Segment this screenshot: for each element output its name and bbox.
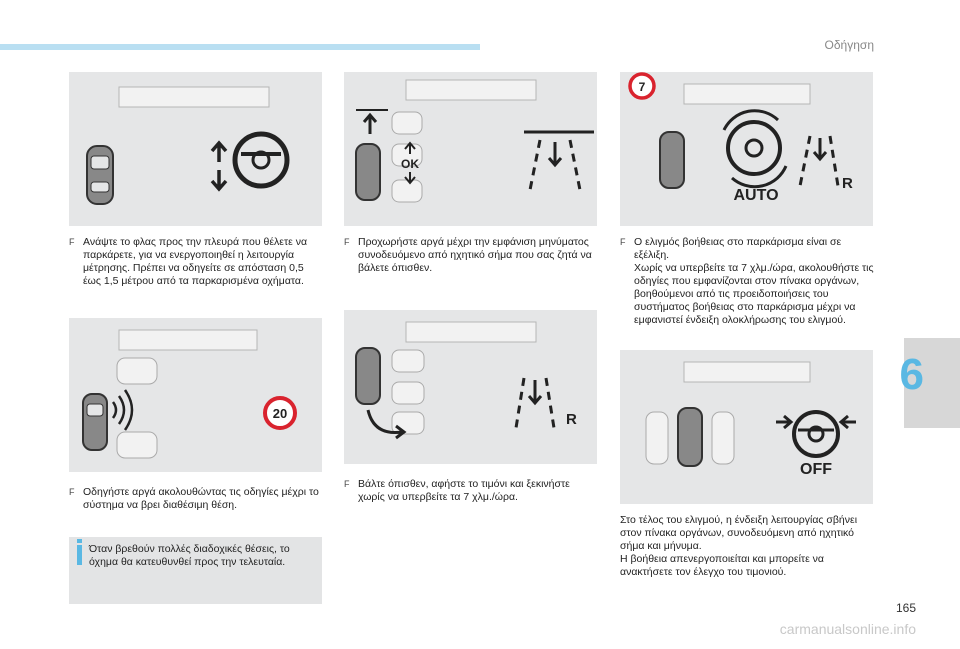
car-icon [660,132,684,188]
up-down-arrow-icon [212,143,226,189]
caption-text: Οδηγήστε αργά ακολουθώντας τις οδηγίες μέχρι το σύστημα να βρει διαθέσιμη θέση. [83,486,319,511]
car-icon [87,146,113,204]
gear-indicator: R [566,411,577,428]
ok-label: OK [401,157,419,171]
speed-limit-icon [265,398,295,428]
right-arrow-icon [776,416,791,428]
chapter-number: 6 [899,350,924,399]
info-icon-dot [77,539,82,543]
page-number: 165 [895,601,916,615]
illustration-off [620,350,873,504]
bullet-icon: F [69,237,75,247]
sensor-waves-icon [113,390,132,430]
illustration-reverse [344,310,597,464]
left-arrow-icon [841,416,856,428]
caption-text: Ο ελιγμός βοήθειας στο παρκάρισμα είναι σε εξέλιξη. Χωρίς να υπερβείτε τα 7 χλμ./ώρα, ακολουθήστε τις οδηγίες που εμφανίζονται στον πίνακα οργάνων, βοηθούμενοι από τις προειδοποιήσεις του συστήματος βοήθειας στο παρκάρισμα μέχρι να εμφανιστεί ένδειξη ολοκλήρωσης του ελιγμού. [634,236,874,326]
bullet-icon: F [69,487,75,497]
caption-reverse [344,478,597,504]
car-icon [356,144,380,200]
illustration-search [69,318,322,472]
gear-indicator: R [842,175,853,192]
bullet-icon: F [344,479,350,489]
caption-signal [69,236,322,288]
caption-text: Βάλτε όπισθεν, αφήστε το τιμόνι και ξεκινήστε χωρίς να υπερβείτε τα 7 χλμ./ώρα. [358,478,570,503]
parked-car-icon [392,350,424,434]
illustration-ok [344,72,597,226]
car-icon [83,394,107,450]
caption-ok [344,236,597,275]
info-note [69,537,322,604]
caption-off: Στο τέλος του ελιγμού, η ένδειξη λειτουργίας σβήνει στον πίνακα οργάνων, συνοδευόμενη από ηχητικό σήμα και μήνυμα. Η βοήθεια απενεργοποιείται και μπορείτε να ανακτήσετε τον έλεγχο του τιμονιού. [620,514,858,578]
illustration-signal [69,72,322,226]
car-icon [678,408,702,466]
section-title: Οδήγηση [824,38,874,52]
reverse-zone-icon [800,136,838,186]
reverse-zone-icon [516,378,554,428]
auto-label: AUTO [733,187,779,204]
up-arrow-icon [364,115,376,134]
watermark: carmanualsonline.info [779,621,916,637]
bullet-icon: F [344,237,350,247]
header-bar [0,44,480,50]
info-icon [77,545,82,565]
caption-text: Προχωρήστε αργά μέχρι την εμφάνιση μηνύματος συνοδευόμενο από ηχητικό σήμα που σας ζητά να βάλετε όπισθεν. [358,236,592,274]
bullet-icon: F [620,237,626,247]
speed-limit-value: 20 [272,406,288,421]
steering-wheel-icon [724,111,786,187]
caption-search [69,486,322,512]
off-label: OFF [800,461,832,478]
car-icon [356,348,380,404]
note-text: Όταν βρεθούν πολλές διαδοχικές θέσεις, το όχημα θα κατευθυνθεί προς την τελευταία. [89,543,290,568]
illustration-auto [620,72,873,226]
speed-limit-icon [630,74,654,98]
caption-text: Ανάψτε το φλας προς την πλευρά που θέλετε να παρκάρετε, για να ενεργοποιηθεί η λειτουργία μέτρησης. Πρέπει να οδηγείτε σε απόσταση 0,5 έως 1,5 μέτρου από τα παρκαρισμένα οχήματα. [83,236,308,287]
speed-limit-value: 7 [638,80,646,94]
steering-wheel-icon [235,134,287,186]
parking-zone-icon [524,132,594,190]
caption-auto [620,236,880,327]
steering-wheel-icon [794,412,838,456]
